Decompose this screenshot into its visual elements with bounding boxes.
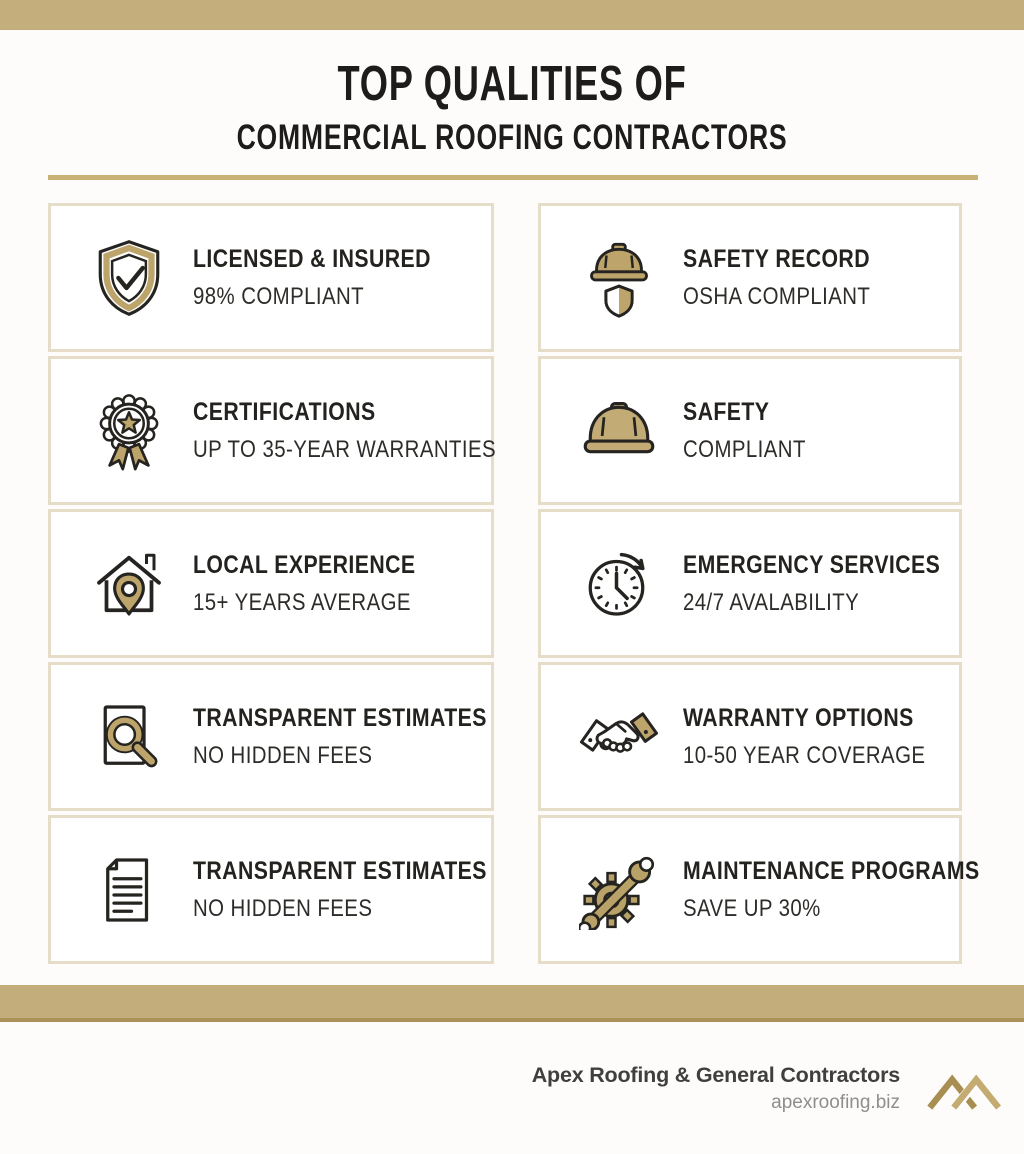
card-title: WARRANTY OPTIONS — [683, 703, 914, 732]
card-title: SAFETY RECORD — [683, 244, 870, 273]
qualities-grid — [48, 203, 980, 964]
card-subtitle: COMPLIANT — [683, 435, 806, 463]
gear-wrench-icon — [577, 848, 661, 932]
card-title: SAFETY — [683, 397, 770, 426]
certification-badge-icon — [87, 389, 171, 473]
card-title: EMERGENCY SERVICES — [683, 550, 941, 579]
card-subtitle: 24/7 AVALABILITY — [683, 588, 860, 616]
card-subtitle: 10-50 YEAR COVERAGE — [683, 741, 926, 769]
card-title: TRANSPARENT ESTIMATES — [193, 703, 487, 732]
hardhat-shield-icon — [577, 236, 661, 320]
footer — [532, 1063, 900, 1114]
mountain-roofline-logo-icon — [925, 1066, 1005, 1122]
document-lines-icon — [87, 848, 171, 932]
card-title: CERTIFICATIONS — [193, 397, 376, 426]
card-subtitle: UP TO 35-YEAR WARRANTIES — [193, 435, 497, 463]
page-title: TOP QUALITIES OF — [337, 57, 687, 111]
page-subtitle: COMMERCIAL ROOFING CONTRACTORS — [236, 118, 788, 157]
card-safety-record — [538, 203, 962, 352]
card-subtitle: OSHA COMPLIANT — [683, 282, 871, 310]
hardhat-icon — [577, 389, 661, 473]
card-certifications — [48, 356, 497, 505]
footer-website: apexroofing.biz — [771, 1092, 900, 1113]
card-title: LICENSED & INSURED — [193, 244, 431, 273]
card-safety — [538, 356, 962, 505]
card-subtitle: NO HIDDEN FEES — [193, 894, 373, 922]
card-subtitle: SAVE UP 30% — [683, 894, 821, 922]
shield-check-icon — [87, 236, 171, 320]
card-subtitle: 15+ YEARS AVERAGE — [193, 588, 411, 616]
house-pin-icon — [87, 542, 171, 626]
card-emergency-services — [538, 509, 962, 658]
card-local-experience — [48, 509, 494, 658]
card-title: MAINTENANCE PROGRAMS — [683, 856, 980, 885]
card-transparent-estimates — [48, 662, 494, 811]
top-accent-bar — [0, 0, 1024, 30]
card-warranty-options — [538, 662, 962, 811]
document-magnifier-icon — [87, 695, 171, 779]
card-maintenance-programs — [538, 815, 980, 964]
header-divider — [48, 175, 978, 180]
footer-company-name: Apex Roofing & General Contractors — [531, 1063, 900, 1087]
clock-arrow-icon — [577, 542, 661, 626]
bottom-accent-bar — [0, 985, 1024, 1022]
card-licensed-insured — [48, 203, 494, 352]
card-subtitle: NO HIDDEN FEES — [193, 741, 373, 769]
card-title: LOCAL EXPERIENCE — [193, 550, 416, 579]
card-title: TRANSPARENT ESTIMATES — [193, 856, 487, 885]
card-subtitle: 98% COMPLIANT — [193, 282, 365, 310]
handshake-icon — [577, 695, 661, 779]
card-transparent-estimates-2 — [48, 815, 494, 964]
